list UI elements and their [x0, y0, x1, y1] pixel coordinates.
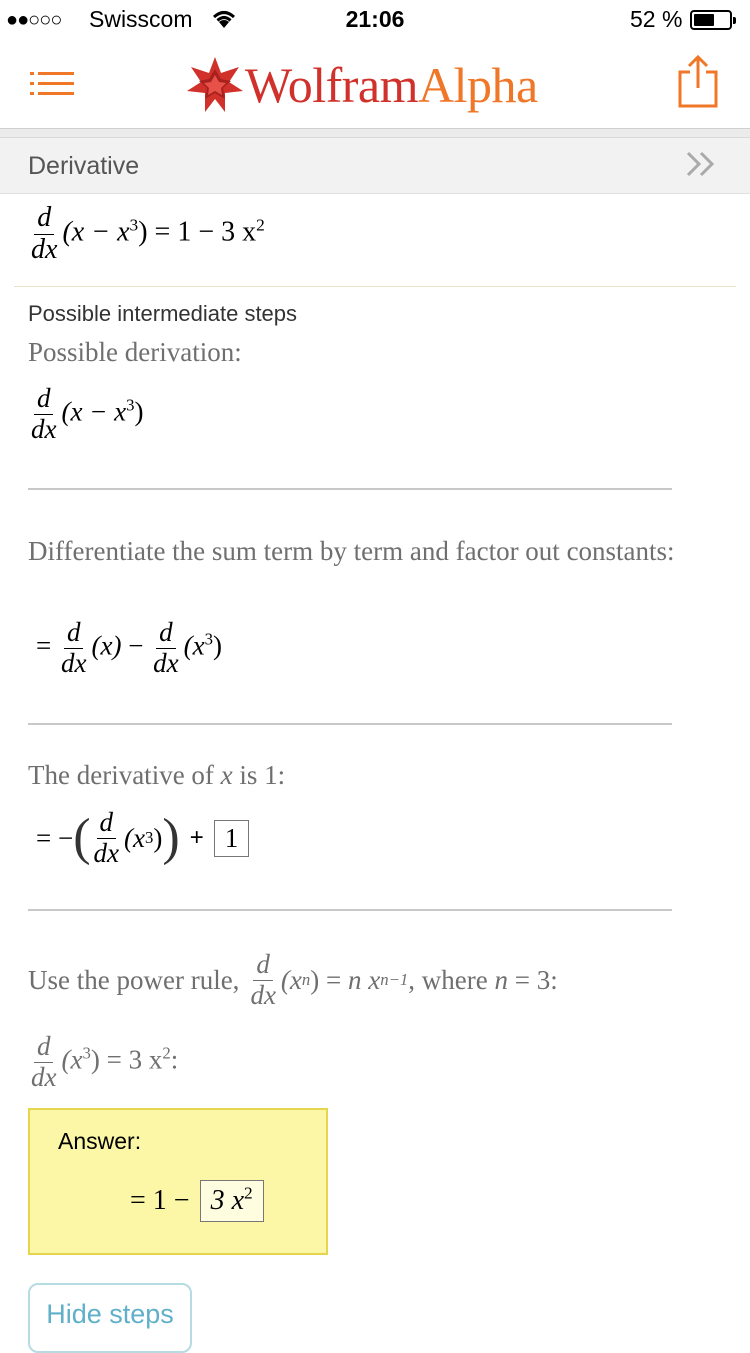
hide-steps-button[interactable]: Hide steps [28, 1283, 192, 1353]
answer-expr-text: = 1 − [130, 1185, 190, 1217]
status-bar [0, 0, 750, 40]
menu-icon[interactable] [30, 70, 74, 98]
step-divider-2 [28, 723, 672, 725]
step3-result: = 3 x [106, 1044, 163, 1075]
result-frac-den: dx [31, 233, 58, 265]
step2-expr: = − ( $\frac{d}{dx}$ (x 3 ) ) + 1 [36, 808, 249, 868]
step2-text-b: is 1: [239, 760, 286, 790]
step3-colon: : [170, 1044, 179, 1075]
step2-text [28, 760, 285, 791]
derivation-label: Possible derivation: [28, 337, 242, 367]
battery-percent: 52 % [630, 6, 683, 32]
step3-expr: $\frac{d}{dx}$ $(x^3) = 3$ $x^2$: [31, 1031, 179, 1092]
share-icon[interactable] [676, 54, 720, 110]
clock: 21:06 [345, 6, 405, 32]
logo-text [245, 56, 538, 114]
result-frac-num: d [34, 203, 54, 235]
step1-text: Differentiate the sum term by term and factor out constants: [28, 536, 675, 566]
answer-box [28, 1108, 328, 1255]
wolfram-spikey-icon [185, 55, 245, 115]
result-divider [14, 286, 736, 287]
steps-heading: Possible intermediate steps [28, 301, 298, 326]
step2-text-var: x [220, 760, 233, 790]
logo-alpha: Alpha [417, 57, 538, 113]
header-divider [0, 128, 750, 137]
pod-title: Derivative [28, 152, 140, 180]
derivative-result [28, 203, 265, 266]
logo-wolfram: Wolfram [245, 57, 418, 113]
result-expr: (x − x [62, 216, 130, 248]
carrier-name: Swisscom [89, 6, 193, 32]
step3-text-b: , where [408, 964, 488, 995]
result-expr-close: ) [138, 216, 148, 248]
answer-boxed-value: 3 $x^2$ [200, 1180, 264, 1222]
result-rhs-exp: 2 [256, 215, 265, 235]
signal-strength-icon: ●●○○○ [6, 9, 62, 31]
step3-text-a: Use the power rule, [28, 964, 240, 995]
step-divider-3 [28, 909, 672, 911]
result-rhs: = 1 − 3 x [154, 216, 257, 248]
step3-n: n [494, 964, 508, 995]
result-expr-exp: 3 [129, 215, 139, 235]
step2-boxed-value: 1 [214, 820, 250, 857]
double-chevron-right-icon[interactable] [684, 150, 718, 178]
step1-expr: = $\frac{d}{dx}$ (x) − $\frac{d}{dx}$ $(x^3)$ [36, 617, 223, 678]
step3-text: Use the power rule, $\frac{d}{dx}$ (x n ) = n x n−1 , where n = 3: [28, 949, 558, 1010]
wolfram-alpha-logo [185, 50, 538, 120]
step3-result-exp: 2 [162, 1043, 171, 1063]
answer-expr [130, 1180, 264, 1222]
step-divider-1 [28, 488, 672, 490]
app-header [0, 40, 750, 128]
pod-header-derivative[interactable] [0, 137, 750, 194]
battery-icon [690, 10, 732, 30]
derivation-expr: $\frac{d}{dx}$ $(x - x^3)$ [31, 383, 144, 444]
step3-eq: = 3: [514, 964, 558, 995]
answer-label: Answer: [58, 1128, 142, 1154]
step2-text-a: The derivative of [28, 760, 214, 790]
